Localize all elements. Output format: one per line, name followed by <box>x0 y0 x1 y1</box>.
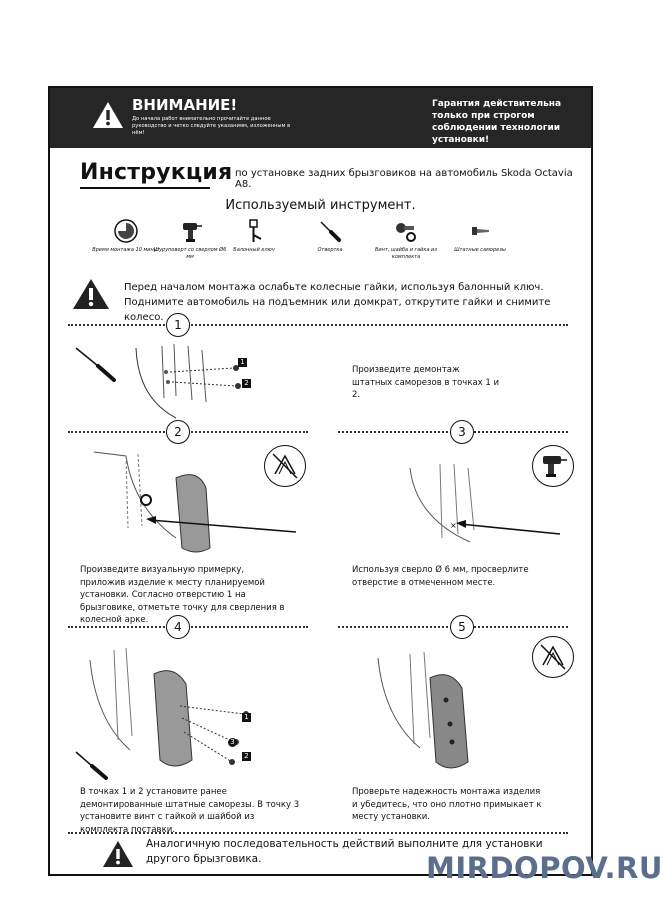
step-2-number: 2 <box>166 420 190 444</box>
tool-label: Шуруповерт со сверлом Ø6 мм <box>153 247 227 260</box>
screw-icon <box>467 218 493 244</box>
instruction-sheet <box>48 86 593 876</box>
step-2-text: Произведите визуальную примерку, приложив изделие к месту планируемой установки. Согласно отверстию 1 на брызговике, отметьте точку для сверления в колесной арке. <box>80 565 285 625</box>
final-divider <box>68 832 568 834</box>
tool-label: Балонный ключ <box>233 247 275 253</box>
tool-label: Время монтажа 10 минут <box>92 247 160 253</box>
step-1-text: Произведите демонтаж штатных саморезов в точках 1 и 2. <box>352 365 500 400</box>
tool-item-wrench <box>214 218 294 254</box>
warning-triangle-icon <box>102 840 134 868</box>
point-marker: 3 <box>228 738 237 747</box>
point-marker: 1 <box>238 358 247 367</box>
tool-label: Отвертка <box>317 247 343 253</box>
drill-icon <box>532 445 574 487</box>
step-4-text: В точках 1 и 2 установите ранее демонтированные штатные саморезы. В точку 3 установите винт с гайкой и шайбой из комплекта поставки. <box>80 787 300 835</box>
tools-heading: Используемый инструмент. <box>225 198 416 213</box>
warning-triangle-icon <box>92 101 124 129</box>
point-marker: 2 <box>242 752 251 761</box>
clock-icon <box>113 218 139 244</box>
prep-line-2: Поднимите автомобиль на подъемник или домкрат, открутите гайки и снимите колесо. <box>124 297 551 323</box>
drill-icon <box>177 218 203 244</box>
page-title <box>80 160 232 185</box>
point-marker: 2 <box>242 379 251 388</box>
step-1-number: 1 <box>166 313 190 337</box>
step-1-divider <box>68 324 568 326</box>
tool-item-screwdriver <box>290 218 370 254</box>
check-fit-icon <box>532 636 574 678</box>
check-fit-icon <box>264 445 306 487</box>
step-5-number: 5 <box>450 615 474 639</box>
warning-header <box>50 88 591 148</box>
warning-title: ВНИМАНИЕ! <box>132 96 238 114</box>
watermark: MIRDOPOV.RU <box>426 851 663 885</box>
final-line-2: другого брызговика. <box>146 853 262 865</box>
step-3-number: 3 <box>450 420 474 444</box>
final-line-1: Аналогичную последовательность действий выполните для установки <box>146 838 543 850</box>
prep-instructions <box>124 280 591 325</box>
title-underline <box>80 187 210 189</box>
title-main: Инструкция <box>80 160 233 185</box>
warning-triangle-icon <box>72 278 110 310</box>
step-5-illustration <box>370 648 530 778</box>
point-marker: 1 <box>242 713 251 722</box>
warning-subtitle: До начала работ внимательно прочитайте данное руководство и четко следуйте указаниям, изложенным в нём! <box>132 116 291 136</box>
screwdriver-icon <box>317 218 343 244</box>
tool-item-screws <box>440 218 520 254</box>
tool-label: Штатные саморезы <box>454 247 506 253</box>
prep-line-1: Перед началом монтажа ослабьте колесные гайки, используя балонный ключ. <box>124 282 544 293</box>
guarantee-note: Гарантия действительна только при строгом соблюдении технологии установки! <box>432 99 562 145</box>
wrench-icon <box>241 218 267 244</box>
title-subtitle: по установке задних брызговиков на автомобиль Skoda Octavia A8. <box>235 168 573 190</box>
step-4-number: 4 <box>166 615 190 639</box>
step-4-illustration <box>70 640 310 780</box>
step-1-illustration <box>66 338 296 428</box>
tool-item-bolt <box>366 218 446 261</box>
svg-text:×: × <box>450 521 457 530</box>
tool-label: Винт, шайба и гайка из комплекта <box>374 247 438 260</box>
bolt-icon <box>393 218 419 244</box>
step-3-text: Используя сверло Ø 6 мм, просверлите отверстие в отмеченном месте. <box>352 565 529 588</box>
step-5-text: Проверьте надежность монтажа изделия и убедитесь, что оно плотно примыкает к месту установки. <box>352 787 542 822</box>
